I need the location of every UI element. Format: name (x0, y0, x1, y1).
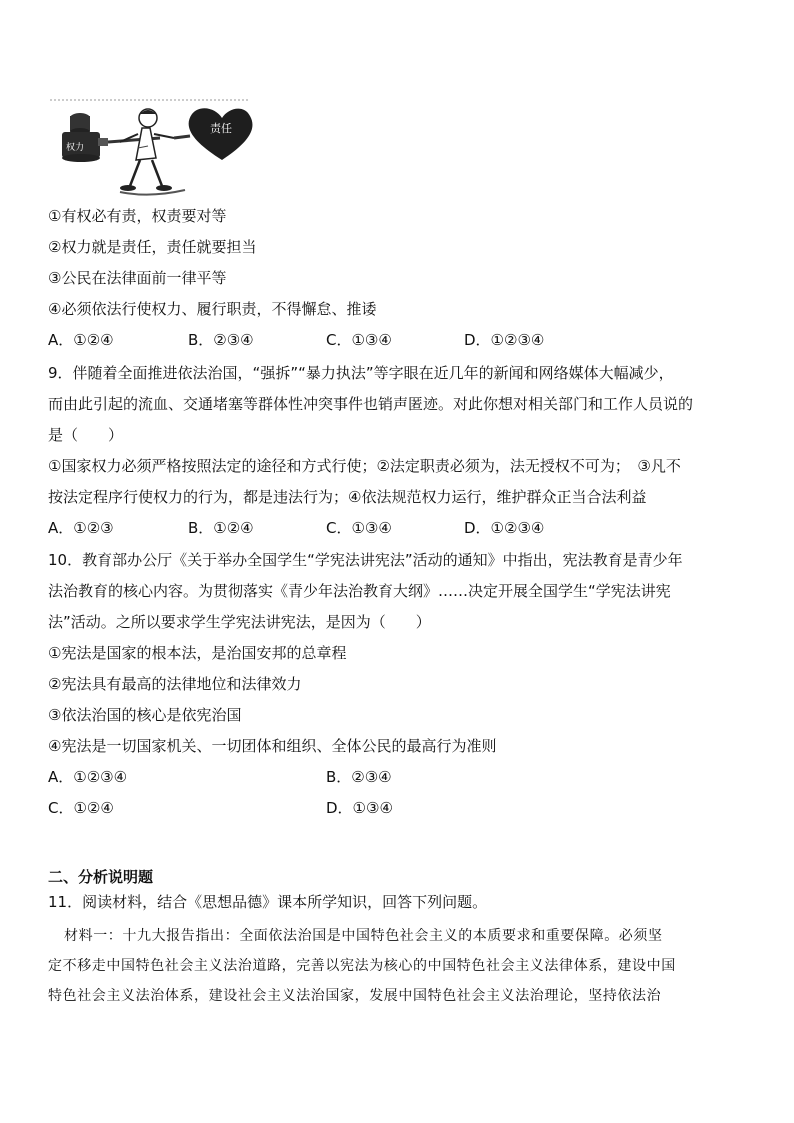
q10-item-1: ①宪法是国家的根本法，是治国安邦的总章程 (48, 644, 347, 662)
q8-option-a[interactable]: A．①②④ (48, 331, 114, 349)
q10-option-b[interactable]: B．②③④ (326, 768, 392, 786)
q8-item-1: ①有权必有责，权责要对等 (48, 207, 227, 225)
q8-option-d[interactable]: D．①②③④ (464, 331, 545, 349)
cartoon-power-duty-image (50, 98, 255, 198)
label-duty: 责任 (210, 122, 232, 135)
q9-stem-line-3: 是（ ） (48, 426, 124, 444)
q11-material-line-2: 定不移走中国特色社会主义法治道路，完善以宪法为核心的中国特色社会主义法律体系，建设中国 (48, 958, 676, 974)
q10-stem-line-2: 法治教育的核心内容。为贯彻落实《青少年法治教育大纲》……决定开展全国学生“学宪法讲宪 (48, 582, 671, 600)
q10-stem-line-3: 法”活动。之所以要求学生学宪法讲宪法，是因为（ ） (48, 613, 431, 631)
q10-stem-line-1: 10．教育部办公厅《关于举办全国学生“学宪法讲宪法”活动的通知》中指出，宪法教育是青少年 (48, 551, 683, 569)
q10-item-4: ④宪法是一切国家机关、一切团体和组织、全体公民的最高行为准则 (48, 737, 497, 755)
q9-option-c[interactable]: C．①③④ (326, 519, 392, 537)
q9-item-line-1: ①国家权力必须严格按照法定的途径和方式行使；②法定职责必须为，法无授权不可为； ③凡不 (48, 457, 681, 475)
q10-option-a[interactable]: A．①②③④ (48, 768, 128, 786)
q11-material-line-1: 材料一：十九大报告指出：全面依法治国是中国特色社会主义的本质要求和重要保障。必须坚 (64, 928, 663, 944)
q9-item-line-2: 按法定程序行使权力的行为，都是违法行为；④依法规范权力运行，维护群众正当合法利益 (48, 488, 647, 506)
label-power: 权力 (66, 143, 85, 153)
q11-stem: 11．阅读材料，结合《思想品德》课本所学知识，回答下列问题。 (48, 893, 488, 911)
q10-item-3: ③依法治国的核心是依宪治国 (48, 706, 242, 724)
q9-stem-line-1: 9．伴随着全面推进依法治国，“强拆”“暴力执法”等字眼在近几年的新闻和网络媒体大幅减少， (48, 364, 674, 382)
q9-stem-line-2: 而由此引起的流血、交通堵塞等群体性冲突事件也销声匿迹。对此你想对相关部门和工作人员说的 (48, 395, 694, 413)
q10-option-c[interactable]: C．①②④ (48, 799, 114, 817)
section-2-heading: 二、分析说明题 (48, 868, 154, 886)
q9-option-d[interactable]: D．①②③④ (464, 519, 545, 537)
q8-item-3: ③公民在法律面前一律平等 (48, 269, 227, 287)
q10-item-2: ②宪法具有最高的法律地位和法律效力 (48, 675, 302, 693)
q11-material-line-3: 特色社会主义法治体系，建设社会主义法治国家，发展中国特色社会主义法治理论，坚持依法治 (48, 988, 662, 1004)
q8-item-2: ②权力就是责任，责任就要担当 (48, 238, 257, 256)
q9-option-a[interactable]: A．①②③ (48, 519, 114, 537)
q10-option-d[interactable]: D．①③④ (326, 799, 393, 817)
q8-option-c[interactable]: C．①③④ (326, 331, 392, 349)
q9-option-b[interactable]: B．①②④ (188, 519, 254, 537)
q8-option-b[interactable]: B．②③④ (188, 331, 254, 349)
q8-item-4: ④必须依法行使权力、履行职责，不得懈怠、推诿 (48, 300, 377, 318)
